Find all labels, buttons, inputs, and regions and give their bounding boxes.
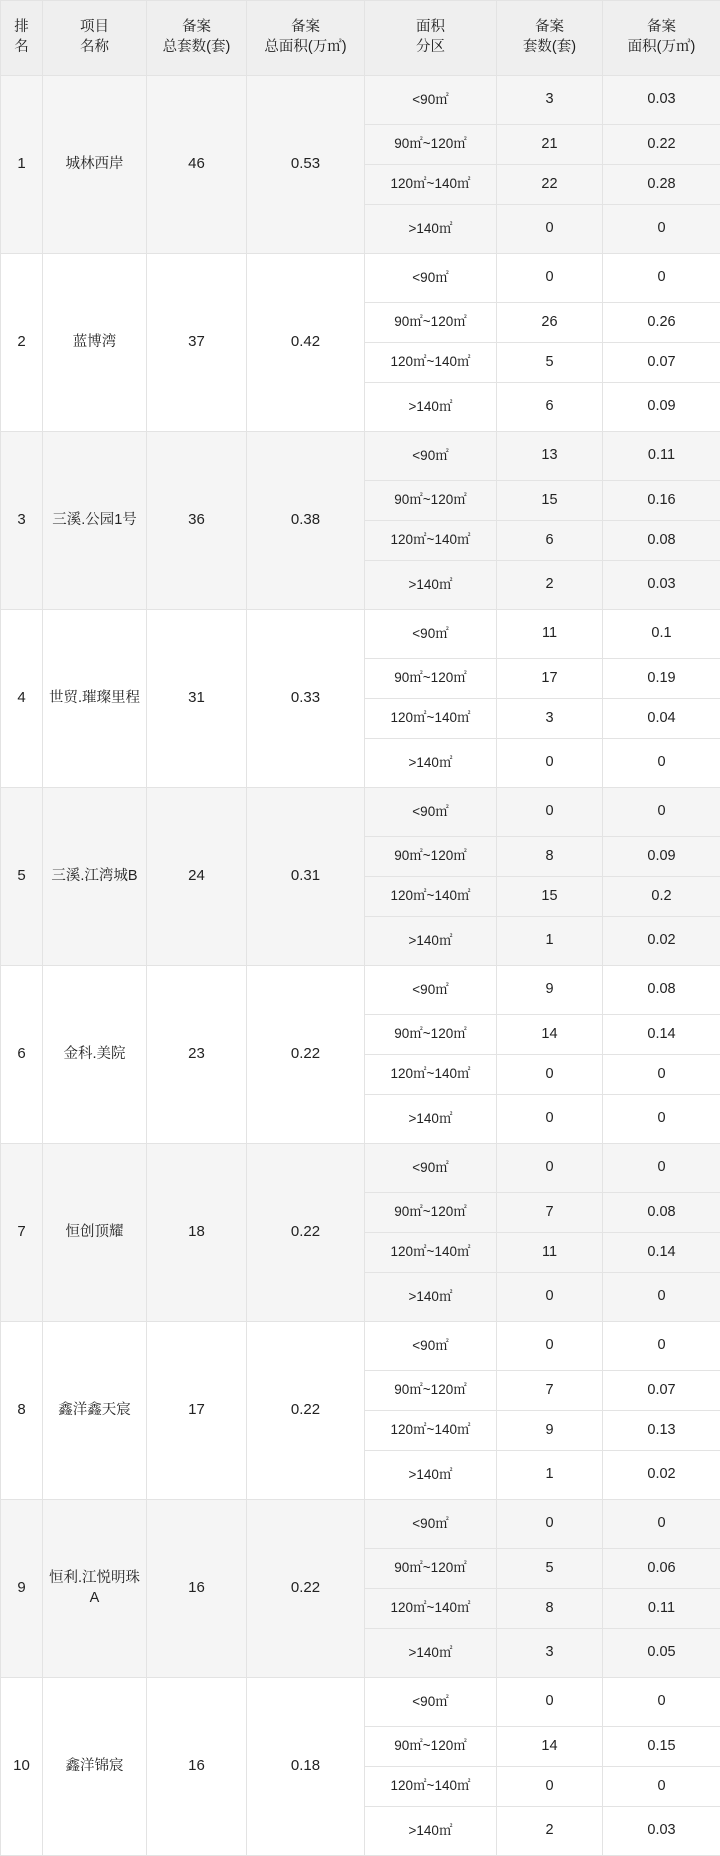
cell-segment-units: 5 [497, 1549, 603, 1589]
cell-rank: 4 [1, 610, 43, 788]
column-header-total-area-line1: 备案 [249, 18, 362, 38]
cell-segment-units: 15 [497, 481, 603, 521]
cell-segment-area: 0.08 [603, 966, 720, 1015]
cell-area-segment: 120㎡~140㎡ [365, 1589, 497, 1629]
cell-segment-units: 9 [497, 1411, 603, 1451]
cell-segment-units: 13 [497, 432, 603, 481]
cell-segment-units: 0 [497, 788, 603, 837]
cell-project-name: 恒利.江悦明珠A [43, 1500, 147, 1678]
cell-segment-units: 9 [497, 966, 603, 1015]
cell-segment-area: 0 [603, 1322, 720, 1371]
cell-segment-units: 17 [497, 659, 603, 699]
project-group [1, 1322, 720, 1500]
cell-total-area: 0.33 [247, 610, 365, 788]
cell-total-units: 31 [147, 610, 247, 788]
cell-project-name: 金科.美院 [43, 966, 147, 1144]
cell-segment-area: 0 [603, 1095, 720, 1144]
project-group [1, 1144, 720, 1322]
cell-area-segment: >140㎡ [365, 205, 497, 254]
cell-area-segment: >140㎡ [365, 1095, 497, 1144]
column-header-segment-units-line1: 备案 [499, 18, 600, 38]
column-header-total-units-line1: 备案 [149, 18, 244, 38]
cell-segment-area: 0.16 [603, 481, 720, 521]
column-header-segment-units [497, 1, 603, 76]
cell-total-units: 36 [147, 432, 247, 610]
project-group [1, 966, 720, 1144]
cell-area-segment: >140㎡ [365, 739, 497, 788]
column-header-rank-line2: 名 [3, 38, 40, 58]
column-header-segment-area [603, 1, 720, 76]
cell-segment-area: 0.04 [603, 699, 720, 739]
cell-area-segment: >140㎡ [365, 1629, 497, 1678]
cell-area-segment: <90㎡ [365, 1322, 497, 1371]
cell-segment-units: 11 [497, 610, 603, 659]
column-header-total-units [147, 1, 247, 76]
cell-segment-units: 0 [497, 1678, 603, 1727]
cell-area-segment: >140㎡ [365, 561, 497, 610]
table-row [1, 966, 720, 1015]
cell-project-name: 世贸.璀璨里程 [43, 610, 147, 788]
cell-segment-units: 7 [497, 1193, 603, 1233]
cell-segment-area: 0.03 [603, 76, 720, 125]
cell-segment-area: 0.22 [603, 125, 720, 165]
cell-segment-area: 0 [603, 1273, 720, 1322]
cell-project-name: 蓝博湾 [43, 254, 147, 432]
cell-segment-units: 5 [497, 343, 603, 383]
project-group [1, 254, 720, 432]
cell-segment-units: 8 [497, 837, 603, 877]
cell-rank: 9 [1, 1500, 43, 1678]
cell-segment-units: 0 [497, 739, 603, 788]
cell-area-segment: 120㎡~140㎡ [365, 1767, 497, 1807]
table-row [1, 1322, 720, 1371]
cell-segment-area: 0.03 [603, 561, 720, 610]
cell-segment-units: 15 [497, 877, 603, 917]
project-group [1, 432, 720, 610]
cell-rank: 6 [1, 966, 43, 1144]
cell-segment-area: 0.03 [603, 1807, 720, 1856]
cell-area-segment: <90㎡ [365, 1678, 497, 1727]
project-group [1, 610, 720, 788]
cell-total-area: 0.18 [247, 1678, 365, 1856]
cell-segment-units: 26 [497, 303, 603, 343]
cell-rank: 5 [1, 788, 43, 966]
cell-total-units: 24 [147, 788, 247, 966]
cell-segment-units: 0 [497, 1144, 603, 1193]
column-header-rank [1, 1, 43, 76]
cell-segment-area: 0 [603, 1055, 720, 1095]
cell-segment-units: 21 [497, 125, 603, 165]
table-row [1, 1144, 720, 1193]
cell-project-name: 三溪.江湾城B [43, 788, 147, 966]
cell-area-segment: <90㎡ [365, 1144, 497, 1193]
cell-segment-area: 0.09 [603, 837, 720, 877]
cell-segment-units: 0 [497, 1500, 603, 1549]
cell-segment-area: 0.07 [603, 1371, 720, 1411]
cell-segment-area: 0.05 [603, 1629, 720, 1678]
table-row [1, 788, 720, 837]
cell-segment-area: 0.2 [603, 877, 720, 917]
cell-segment-units: 0 [497, 1767, 603, 1807]
cell-segment-units: 0 [497, 205, 603, 254]
cell-area-segment: 90㎡~120㎡ [365, 481, 497, 521]
cell-segment-units: 14 [497, 1727, 603, 1767]
project-group [1, 1500, 720, 1678]
project-group [1, 788, 720, 966]
cell-segment-units: 3 [497, 1629, 603, 1678]
cell-area-segment: >140㎡ [365, 1273, 497, 1322]
cell-segment-units: 3 [497, 76, 603, 125]
cell-area-segment: >140㎡ [365, 383, 497, 432]
cell-segment-area: 0 [603, 1500, 720, 1549]
cell-rank: 8 [1, 1322, 43, 1500]
cell-segment-area: 0.14 [603, 1233, 720, 1273]
header-row [1, 1, 720, 76]
cell-segment-area: 0.14 [603, 1015, 720, 1055]
column-header-area-segment [365, 1, 497, 76]
cell-total-units: 37 [147, 254, 247, 432]
cell-area-segment: <90㎡ [365, 788, 497, 837]
cell-total-units: 17 [147, 1322, 247, 1500]
cell-segment-units: 2 [497, 561, 603, 610]
cell-segment-units: 11 [497, 1233, 603, 1273]
cell-total-units: 16 [147, 1500, 247, 1678]
column-header-rank-line1: 排 [3, 18, 40, 38]
cell-segment-area: 0.1 [603, 610, 720, 659]
cell-area-segment: 120㎡~140㎡ [365, 343, 497, 383]
project-group [1, 76, 720, 254]
cell-area-segment: 90㎡~120㎡ [365, 303, 497, 343]
cell-area-segment: <90㎡ [365, 432, 497, 481]
cell-area-segment: 90㎡~120㎡ [365, 1015, 497, 1055]
cell-total-units: 16 [147, 1678, 247, 1856]
cell-segment-area: 0.02 [603, 1451, 720, 1500]
cell-project-name: 城林西岸 [43, 76, 147, 254]
table-row [1, 76, 720, 125]
cell-area-segment: <90㎡ [365, 966, 497, 1015]
cell-area-segment: >140㎡ [365, 1807, 497, 1856]
cell-area-segment: 120㎡~140㎡ [365, 1411, 497, 1451]
table-header [1, 1, 720, 76]
cell-segment-area: 0.09 [603, 383, 720, 432]
cell-area-segment: <90㎡ [365, 76, 497, 125]
cell-segment-area: 0.06 [603, 1549, 720, 1589]
cell-total-area: 0.53 [247, 76, 365, 254]
cell-area-segment: 120㎡~140㎡ [365, 521, 497, 561]
cell-area-segment: 90㎡~120㎡ [365, 1193, 497, 1233]
cell-segment-units: 0 [497, 1273, 603, 1322]
cell-segment-area: 0.15 [603, 1727, 720, 1767]
table-row [1, 254, 720, 303]
cell-project-name: 三溪.公园1号 [43, 432, 147, 610]
cell-segment-area: 0.07 [603, 343, 720, 383]
cell-segment-area: 0.11 [603, 432, 720, 481]
column-header-segment-units-line2: 套数(套) [499, 38, 600, 58]
cell-segment-area: 0 [603, 1678, 720, 1727]
column-header-total-units-line2: 总套数(套) [149, 38, 244, 58]
cell-area-segment: 120㎡~140㎡ [365, 1233, 497, 1273]
cell-total-area: 0.31 [247, 788, 365, 966]
cell-rank: 3 [1, 432, 43, 610]
cell-area-segment: 120㎡~140㎡ [365, 165, 497, 205]
cell-rank: 7 [1, 1144, 43, 1322]
cell-total-units: 23 [147, 966, 247, 1144]
column-header-area-segment-line2: 分区 [367, 38, 494, 58]
cell-total-area: 0.22 [247, 1322, 365, 1500]
cell-area-segment: 120㎡~140㎡ [365, 1055, 497, 1095]
cell-segment-area: 0.11 [603, 1589, 720, 1629]
cell-segment-area: 0 [603, 788, 720, 837]
cell-segment-area: 0 [603, 1144, 720, 1193]
cell-rank: 10 [1, 1678, 43, 1856]
cell-area-segment: 90㎡~120㎡ [365, 1371, 497, 1411]
cell-segment-units: 22 [497, 165, 603, 205]
cell-segment-area: 0.02 [603, 917, 720, 966]
cell-segment-area: 0 [603, 205, 720, 254]
column-header-segment-area-line1: 备案 [605, 18, 718, 38]
cell-project-name: 恒创顶耀 [43, 1144, 147, 1322]
cell-segment-units: 1 [497, 917, 603, 966]
cell-segment-units: 14 [497, 1015, 603, 1055]
cell-total-units: 18 [147, 1144, 247, 1322]
cell-area-segment: 120㎡~140㎡ [365, 699, 497, 739]
project-group [1, 1678, 720, 1856]
cell-area-segment: <90㎡ [365, 254, 497, 303]
cell-segment-units: 0 [497, 254, 603, 303]
cell-total-area: 0.22 [247, 1144, 365, 1322]
cell-segment-area: 0.08 [603, 1193, 720, 1233]
cell-project-name: 鑫洋鑫天宸 [43, 1322, 147, 1500]
column-header-segment-area-line2: 面积(万㎡) [605, 38, 718, 58]
table-row [1, 1678, 720, 1727]
cell-segment-units: 3 [497, 699, 603, 739]
cell-segment-area: 0.26 [603, 303, 720, 343]
cell-segment-units: 0 [497, 1095, 603, 1144]
cell-total-area: 0.38 [247, 432, 365, 610]
cell-segment-units: 6 [497, 521, 603, 561]
cell-segment-area: 0.19 [603, 659, 720, 699]
cell-area-segment: >140㎡ [365, 1451, 497, 1500]
cell-segment-area: 0.08 [603, 521, 720, 561]
table-row [1, 610, 720, 659]
cell-segment-units: 0 [497, 1322, 603, 1371]
column-header-project-name-line1: 项目 [45, 18, 144, 38]
cell-area-segment: 120㎡~140㎡ [365, 877, 497, 917]
table-row [1, 432, 720, 481]
cell-total-units: 46 [147, 76, 247, 254]
cell-segment-units: 8 [497, 1589, 603, 1629]
cell-segment-units: 0 [497, 1055, 603, 1095]
cell-area-segment: 90㎡~120㎡ [365, 1727, 497, 1767]
cell-area-segment: 90㎡~120㎡ [365, 1549, 497, 1589]
column-header-total-area [247, 1, 365, 76]
cell-area-segment: 90㎡~120㎡ [365, 125, 497, 165]
column-header-project-name-line2: 名称 [45, 38, 144, 58]
cell-total-area: 0.42 [247, 254, 365, 432]
cell-total-area: 0.22 [247, 1500, 365, 1678]
cell-area-segment: >140㎡ [365, 917, 497, 966]
table-row [1, 1500, 720, 1549]
cell-rank: 2 [1, 254, 43, 432]
column-header-project-name [43, 1, 147, 76]
column-header-area-segment-line1: 面积 [367, 18, 494, 38]
cell-segment-units: 1 [497, 1451, 603, 1500]
cell-project-name: 鑫洋锦宸 [43, 1678, 147, 1856]
cell-segment-area: 0 [603, 739, 720, 788]
cell-segment-units: 6 [497, 383, 603, 432]
cell-area-segment: <90㎡ [365, 1500, 497, 1549]
cell-segment-area: 0.28 [603, 165, 720, 205]
cell-total-area: 0.22 [247, 966, 365, 1144]
cell-rank: 1 [1, 76, 43, 254]
cell-segment-units: 2 [497, 1807, 603, 1856]
cell-area-segment: 90㎡~120㎡ [365, 659, 497, 699]
cell-segment-area: 0.13 [603, 1411, 720, 1451]
cell-area-segment: 90㎡~120㎡ [365, 837, 497, 877]
cell-area-segment: <90㎡ [365, 610, 497, 659]
column-header-total-area-line2: 总面积(万㎡) [249, 38, 362, 58]
cell-segment-area: 0 [603, 254, 720, 303]
cell-segment-area: 0 [603, 1767, 720, 1807]
cell-segment-units: 7 [497, 1371, 603, 1411]
